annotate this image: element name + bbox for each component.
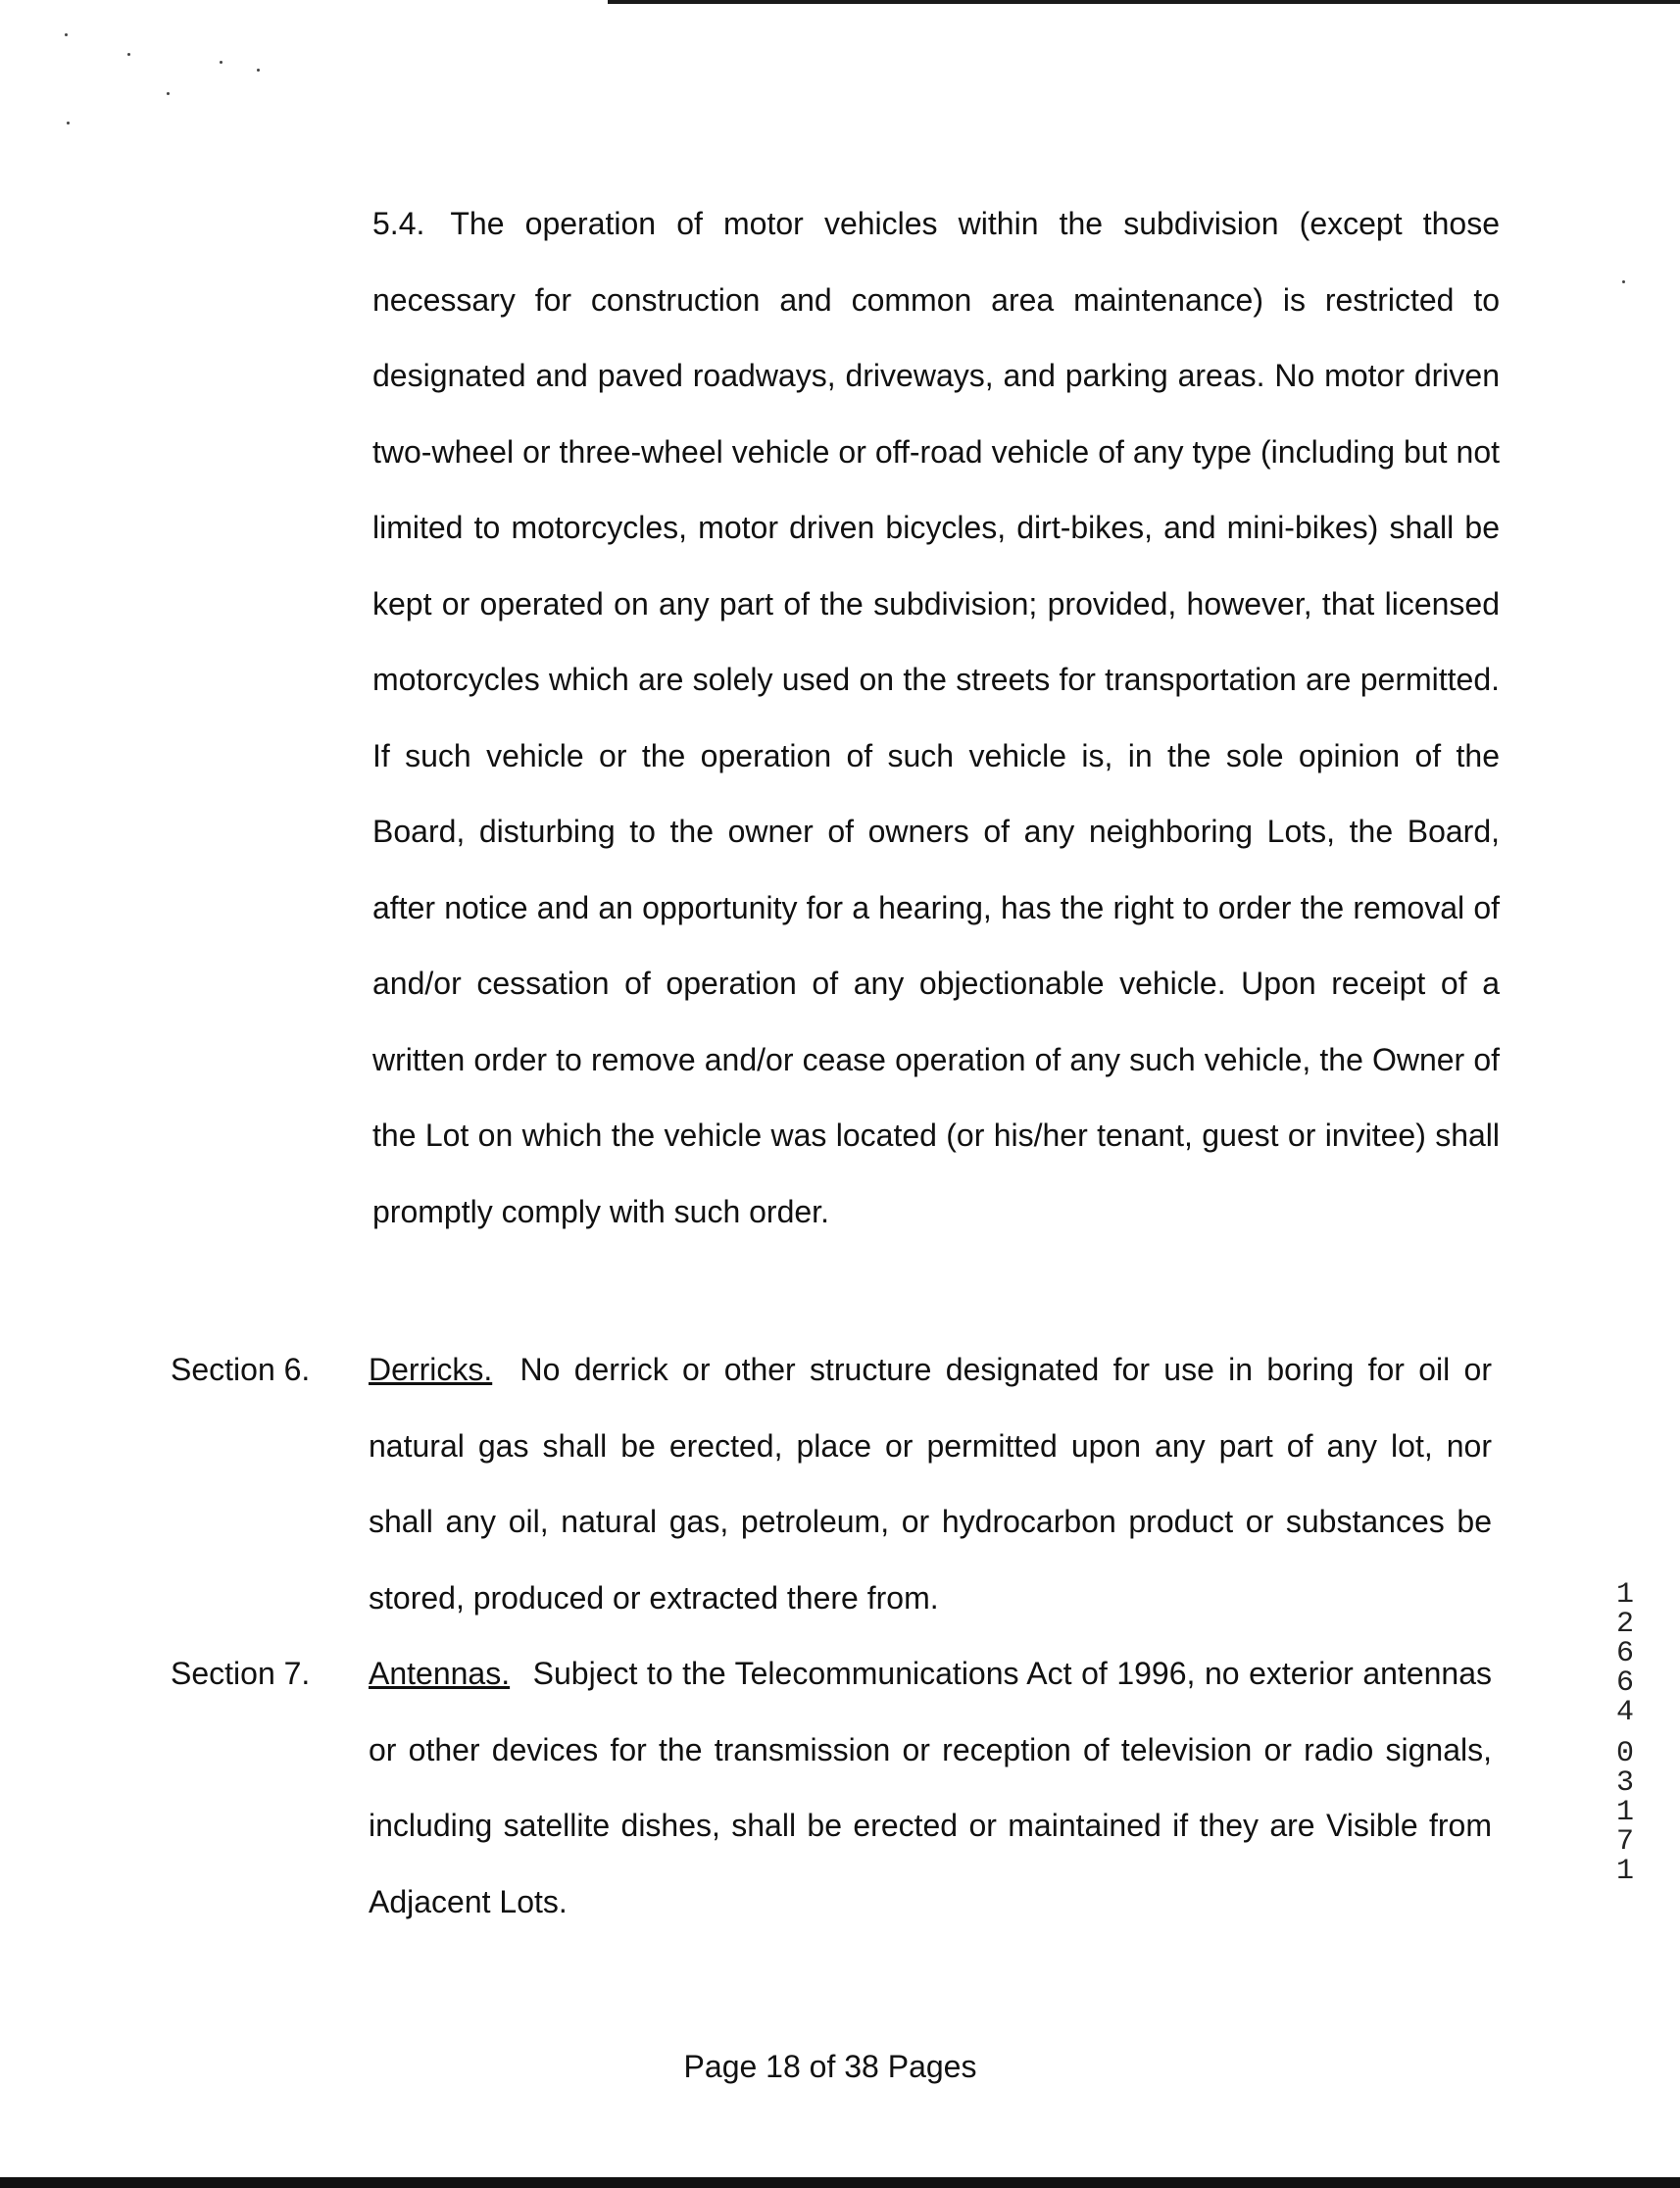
page-number-footer: Page 18 of 38 Pages — [683, 2049, 977, 2084]
stamp-group-1: 12664 — [1615, 1578, 1634, 1729]
stamp-group-2: 03171 — [1615, 1737, 1634, 1888]
section-heading: Antennas. — [369, 1656, 511, 1691]
section-heading: Derricks. — [369, 1352, 493, 1387]
scan-edge-top — [608, 0, 1680, 4]
section-body — [369, 1332, 1492, 1636]
scan-speck — [65, 33, 68, 36]
scan-speck — [257, 69, 260, 72]
section-text: Subject to the Telecommunications Act of 1996, no exterior antennas or other devices for the transmission or reception of television or radio signals, including satellite dishes, shall be erected or maintained if they are Visible from Adjacent Lots. — [369, 1656, 1493, 1919]
scan-edge-bottom — [0, 2177, 1680, 2188]
paragraph-text: The operation of motor vehicles within the subdivision (except those necessary for construction and common area maintenance) is restricted to designated and paved roadways, driveways, and parking areas. No motor driven two-wheel or three-wheel vehicle or off-road vehicle of any type (including but not limited to motorcycles, motor driven bicycles, dirt-bikes, and mini-bikes) shall be kept or operated on any part of the subdivision; provided, however, that licensed motorcycles which are solely used on the streets for transportation are permitted. If such vehicle or the operation of such vehicle is, in the sole opinion of the Board, disturbing to the owner of owners of any neighboring Lots, the Board, after notice and an opportunity for a hearing, has the right to order the removal of and/or cessation of operation of any objectionable vehicle. Upon receipt of a written order to remove and/or cease operation of any such vehicle, the Owner of the Lot on which the vehicle was located (or his/her tenant, guest or invitee) shall promptly comply with such order. — [372, 206, 1500, 1229]
scan-speck — [167, 92, 170, 95]
section-body — [369, 1636, 1492, 1940]
section-label: Section 7. — [171, 1656, 311, 1691]
scan-speck — [220, 61, 222, 64]
paragraph-number: 5.4. — [372, 206, 425, 241]
paragraph-5-4 — [372, 186, 1500, 1323]
scan-speck — [1622, 280, 1625, 283]
scan-speck — [67, 122, 70, 124]
section-text: No derrick or other structure designated for use in boring for oil or natural gas shall be erected, place or permitted upon any part of any lot, nor shall any oil, natural gas, petroleum, or hydrocarbon product or substances be stored, produced or extracted there from. — [369, 1352, 1493, 1616]
margin-recording-stamp — [1610, 1580, 1640, 1886]
scan-speck — [127, 53, 130, 56]
section-label: Section 6. — [171, 1352, 311, 1387]
